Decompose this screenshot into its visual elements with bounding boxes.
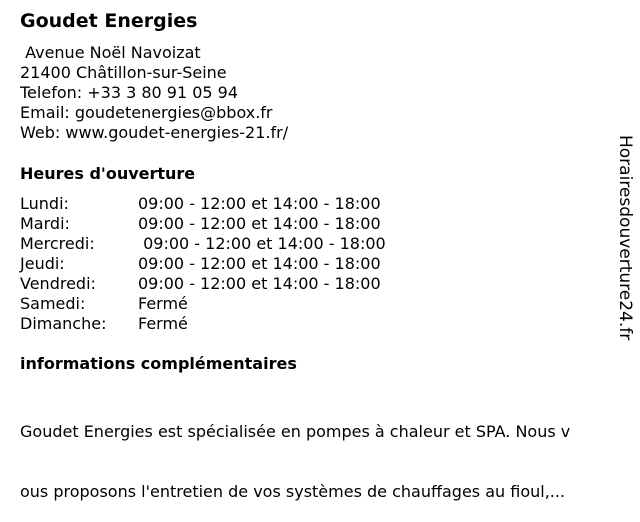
day-hours: 09:00 - 12:00 et 14:00 - 18:00 bbox=[138, 234, 386, 253]
day-label: Samedi: bbox=[20, 294, 86, 313]
site-watermark bbox=[613, 135, 637, 345]
day-hours: 09:00 - 12:00 et 14:00 - 18:00 bbox=[138, 194, 381, 213]
hours-table bbox=[20, 194, 386, 334]
day-label: Mercredi: bbox=[20, 234, 95, 253]
day-label: Dimanche: bbox=[20, 314, 107, 333]
hours-row bbox=[20, 234, 386, 254]
hours-row bbox=[20, 214, 386, 234]
day-hours: Fermé bbox=[138, 314, 188, 333]
contact-block bbox=[20, 43, 288, 143]
info-heading: informations complémentaires bbox=[20, 354, 297, 373]
hours-heading: Heures d'ouverture bbox=[20, 164, 196, 183]
day-label: Jeudi: bbox=[20, 254, 65, 273]
info-line: ous proposons l'entretien de vos systèmes de chauffages au fioul,... bbox=[20, 482, 566, 501]
hours-row bbox=[20, 194, 386, 214]
address-street: Avenue Noël Navoizat bbox=[20, 43, 201, 62]
day-label: Mardi: bbox=[20, 214, 70, 233]
address-city: 21400 Châtillon-sur-Seine bbox=[20, 63, 227, 82]
hours-row bbox=[20, 314, 386, 334]
day-hours: Fermé bbox=[138, 294, 188, 313]
day-label: Vendredi: bbox=[20, 274, 96, 293]
info-line: Goudet Energies est spécialisée en pompes à chaleur et SPA. Nous v bbox=[20, 422, 571, 441]
info-text bbox=[20, 382, 620, 522]
day-label: Lundi: bbox=[20, 194, 69, 213]
day-hours: 09:00 - 12:00 et 14:00 - 18:00 bbox=[138, 274, 381, 293]
watermark-text: Horairesdouverture24.fr bbox=[615, 135, 635, 341]
hours-row bbox=[20, 254, 386, 274]
email-text: Email: goudetenergies@bbox.fr bbox=[20, 103, 273, 122]
hours-row bbox=[20, 274, 386, 294]
business-name: Goudet Energies bbox=[20, 10, 198, 32]
phone-text: Telefon: +33 3 80 91 05 94 bbox=[20, 83, 239, 102]
web-text: Web: www.goudet-energies-21.fr/ bbox=[20, 123, 289, 142]
hours-row bbox=[20, 294, 386, 314]
day-hours: 09:00 - 12:00 et 14:00 - 18:00 bbox=[138, 254, 381, 273]
day-hours: 09:00 - 12:00 et 14:00 - 18:00 bbox=[138, 214, 381, 233]
